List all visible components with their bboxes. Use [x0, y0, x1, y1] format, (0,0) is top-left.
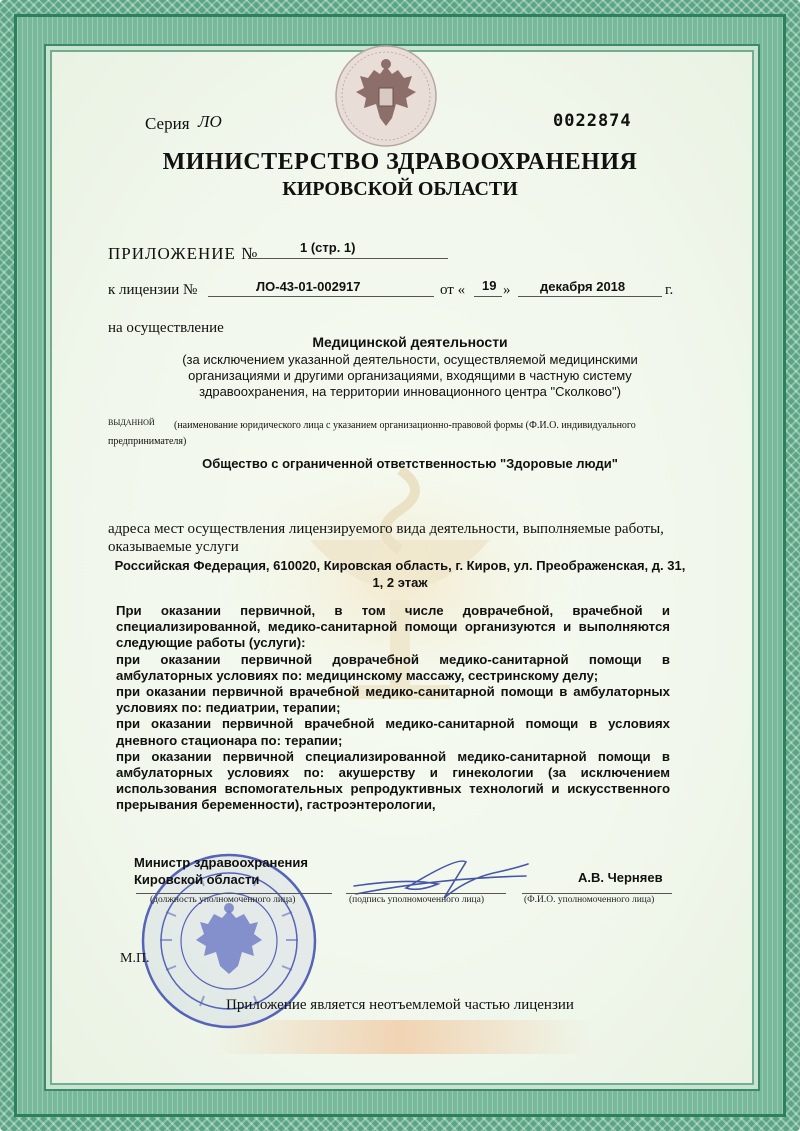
services-item: при оказании первичной специализированной медико-санитарной помощи в амбулаторных условиях по: акушерству и гинекологии (за исключением использования вспомогательных репродуктивных технологий и искусственного прерывания беременности), гастроэнтерологии,	[116, 748, 670, 813]
ministry-region: КИРОВСКОЙ ОБЛАСТИ	[282, 178, 518, 200]
issued-note-continuation: предпринимателя)	[108, 436, 187, 447]
services-item: при оказании первичной доврачебной медико-санитарной помощи в амбулаторных условиях по: медицинскому массажу, сестринскому делу;	[116, 651, 670, 683]
coat-of-arms-emblem	[334, 44, 438, 148]
fio-underline	[522, 893, 672, 894]
license-month-value: декабря 2018	[540, 279, 626, 294]
footer-note: Приложение является неотъемлемой частью лицензии	[226, 997, 574, 1013]
license-day-underline	[474, 296, 502, 297]
organization-name: Общество с ограниченной ответственностью "Здоровые люди"	[202, 456, 618, 471]
appendix-underline	[248, 258, 448, 259]
appendix-value: 1 (стр. 1)	[300, 240, 356, 255]
license-number-label: к лицензии №	[108, 282, 198, 298]
series-label: Серия	[145, 114, 190, 133]
license-number-value: ЛО-43-01-002917	[256, 279, 361, 294]
seal-place-label: М.П.	[120, 951, 150, 966]
activity-label: на осуществление	[108, 320, 224, 336]
license-number-underline	[208, 296, 434, 297]
activity-note: (за исключением указанной деятельности, осуществляемой медицинскими организациями и другими организациями, входящими в частную систему здравоохранения, на территории инновационного центра "Сколково")	[182, 352, 638, 399]
signatory-name: А.В. Черняев	[578, 870, 663, 885]
license-date-label: от «	[440, 282, 466, 298]
services-intro: При оказании первичной, в том числе доврачебной, врачебной и специализированной, медико-санитарной помощи организуются и выполняются следующие работы (услуги):	[116, 603, 670, 651]
issued-label: выданной	[108, 414, 155, 428]
signature-underline	[346, 893, 506, 894]
signatory-title: Министр здравоохранения Кировской области	[134, 855, 308, 887]
services-item: при оказании первичной врачебной медико-санитарной помощи в амбулаторных условиях по: педиатрии, терапии;	[116, 684, 670, 716]
ministry-title: МИНИСТЕРСТВО ЗДРАВООХРАНЕНИЯ	[162, 149, 638, 175]
issued-note: (наименование юридического лица с указанием организационно-правовой формы (Ф.И.О. индивидуального	[174, 420, 636, 431]
license-month-underline	[518, 296, 662, 297]
services-list	[116, 603, 670, 814]
activity-title: Медицинской деятельности	[312, 334, 508, 350]
license-day-value: 19	[482, 278, 497, 293]
position-underline	[136, 893, 332, 894]
license-date-close-quote: »	[503, 282, 511, 298]
caption-signature: (подпись уполномоченного лица)	[349, 895, 485, 905]
services-item: при оказании первичной врачебной медико-санитарной помощи в условиях дневного стационара по: терапии;	[116, 716, 670, 748]
appendix-label: ПРИЛОЖЕНИЕ №	[108, 244, 259, 263]
address-value: Российская Федерация, 610020, Кировская область, г. Киров, ул. Преображенская, д. 31, 1, 2 этаж	[114, 558, 686, 590]
license-year-suffix: г.	[665, 282, 674, 298]
caption-position: (должность уполномоченного лица)	[150, 895, 296, 905]
caption-fio: (Ф.И.О. уполномоченного лица)	[524, 895, 655, 905]
form-number: 0022874	[553, 111, 632, 131]
address-label: адреса мест осуществления лицензируемого вида деятельности, выполняемые работы, оказываемые услуги	[108, 521, 664, 555]
series-value: ЛО	[198, 112, 222, 131]
